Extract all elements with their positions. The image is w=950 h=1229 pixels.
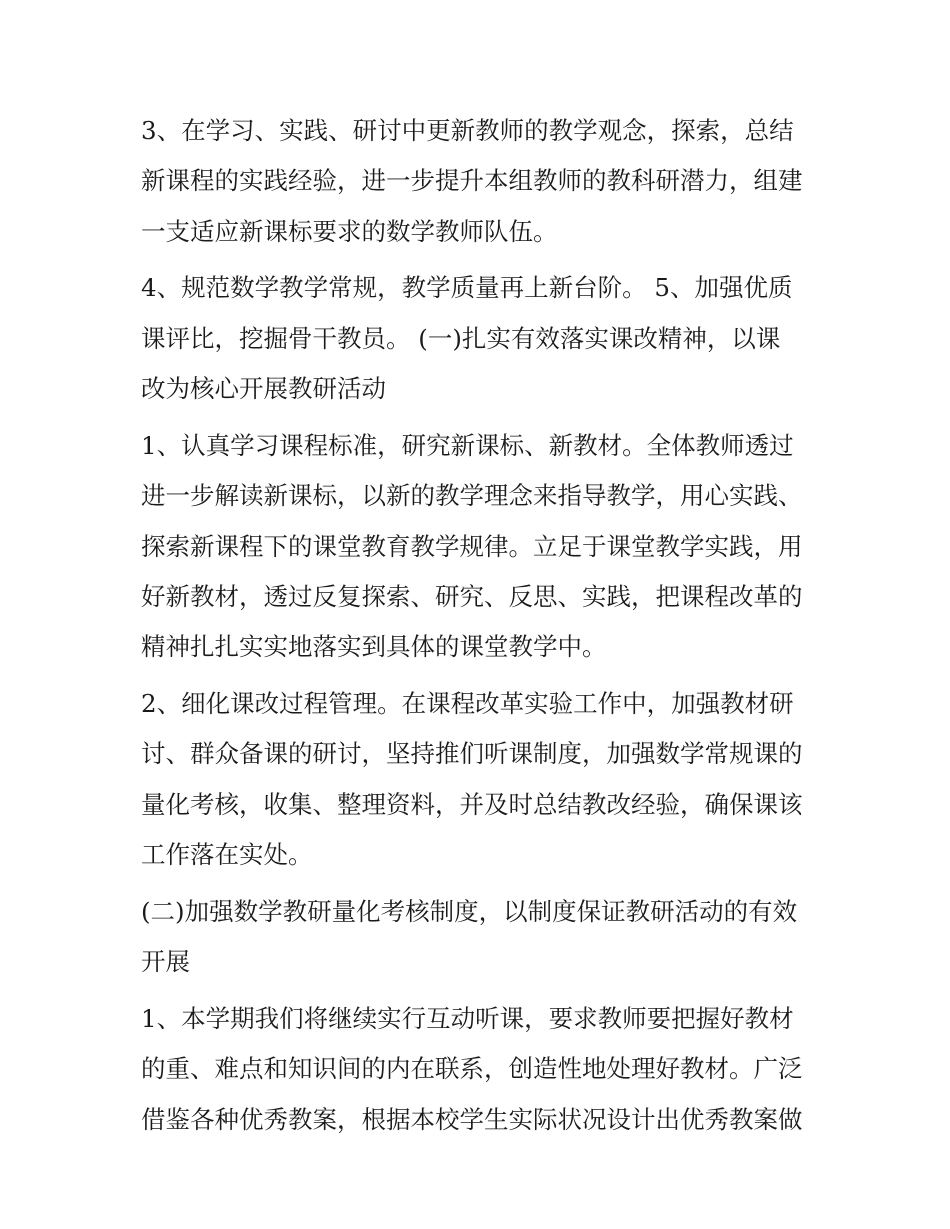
text-line: 进一步解读新课标，以新的教学理念来指导教学，用心实践、 [141, 481, 803, 511]
text-line: 一支适应新课标要求的数学教师队伍。 [141, 216, 558, 246]
text-line: 探索新课程下的课堂教育教学规律。立足于课堂教学实践，用 [141, 531, 803, 561]
text-line: 开展 [141, 947, 190, 977]
text-line: 工作落在实处。 [141, 840, 313, 870]
text-line: 新课程的实践经验，进一步提升本组教师的教科研潜力，组建 [141, 166, 803, 196]
text-line: 改为核心开展教研活动 [141, 374, 386, 404]
paragraph-goal-3 [141, 106, 816, 257]
text-line: 借鉴各种优秀教案，根据本校学生实际状况设计出优秀教案做 [141, 1104, 803, 1134]
paragraph-item-1 [141, 421, 816, 673]
text-line: (二)加强数学教研量化考核制度，以制度保证教研活动的有效 [141, 896, 798, 926]
paragraph-goal-4-5 [141, 263, 816, 414]
text-line: 2、细化课改过程管理。在课程改革实验工作中，加强教材研 [141, 689, 794, 719]
text-line: 1、本学期我们将继续实行互动听课，要求教师要把握好教材 [141, 1003, 794, 1033]
text-line: 1、认真学习课程标准，研究新课标、新教材。全体教师透过 [141, 430, 794, 460]
text-line: 好新教材，透过反复探索、研究、反思、实践，把课程改革的 [141, 582, 803, 612]
paragraph-item-2 [141, 679, 816, 881]
text-line: 讨、群众备课的研讨，坚持推们听课制度，加强数学常规课的 [141, 739, 803, 769]
text-line: 量化考核，收集、整理资料，并及时总结教改经验，确保课该 [141, 789, 803, 819]
document-body [141, 106, 816, 1151]
text-line: 课评比，挖掘骨干教员。 (一)扎实有效落实课改精神，以课 [141, 323, 781, 353]
text-line: 4、规范数学教学常规，教学质量再上新台阶。 5、加强优质 [141, 273, 793, 303]
section-heading-2 [141, 887, 816, 988]
text-line: 3、在学习、实践、研讨中更新教师的教学观念，探索，总结 [141, 116, 794, 145]
text-line: 精神扎扎实实地落实到具体的课堂教学中。 [141, 632, 607, 662]
text-line: 的重、难点和知识间的内在联系，创造性地处理好教材。广泛 [141, 1054, 803, 1084]
paragraph-section-2-item-1 [141, 994, 816, 1145]
